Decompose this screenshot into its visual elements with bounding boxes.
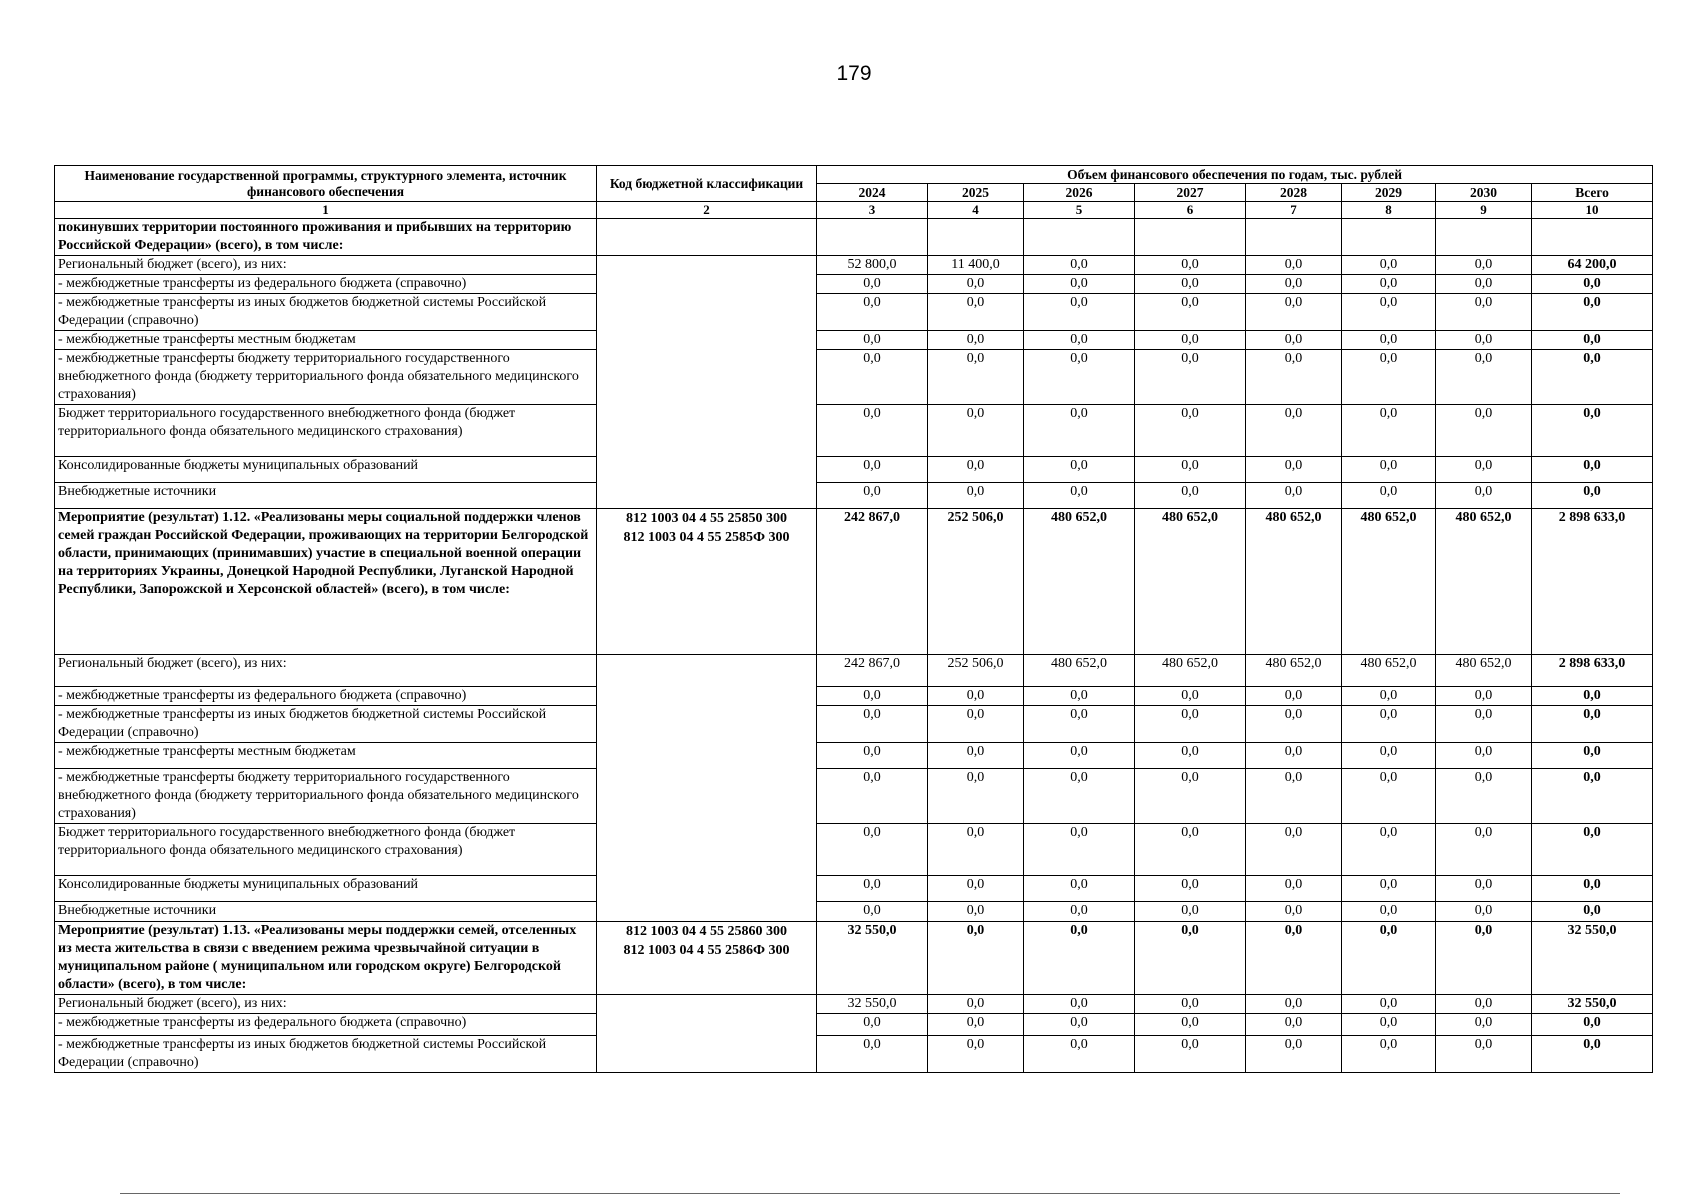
value-cell: 0,0 bbox=[817, 902, 928, 922]
table-row bbox=[55, 1014, 1653, 1036]
header-year: 2030 bbox=[1436, 184, 1532, 202]
value-cell: 0,0 bbox=[1135, 706, 1246, 743]
value-cell: 0,0 bbox=[1342, 256, 1436, 275]
value-cell: 0,0 bbox=[1436, 687, 1532, 706]
total-cell: 0,0 bbox=[1532, 824, 1653, 876]
header-year: 2029 bbox=[1342, 184, 1436, 202]
event-row bbox=[55, 922, 1653, 995]
value-cell: 0,0 bbox=[1024, 483, 1135, 509]
value-cell: 0,0 bbox=[1342, 294, 1436, 331]
event-title: Мероприятие (результат) 1.13. «Реализованы меры поддержки семей, отселенных из места жительства в связи с введением режима чрезвычайной ситуации в муниципальном районе ( муниципальном или городском округе) Белгородской области» (всего), в том числе: bbox=[55, 922, 597, 995]
code-cell-empty bbox=[597, 655, 817, 922]
row-label: Региональный бюджет (всего), из них: bbox=[55, 995, 597, 1014]
table-row bbox=[55, 275, 1653, 294]
value-cell: 52 800,0 bbox=[817, 256, 928, 275]
value-cell: 0,0 bbox=[1024, 457, 1135, 483]
value-cell: 0,0 bbox=[1246, 743, 1342, 769]
table-row bbox=[55, 902, 1653, 922]
page-bottom-rule bbox=[120, 1193, 1620, 1194]
value-cell: 32 550,0 bbox=[817, 995, 928, 1014]
value-cell: 480 652,0 bbox=[1135, 509, 1246, 655]
table-row bbox=[55, 457, 1653, 483]
value-cell: 0,0 bbox=[1024, 769, 1135, 824]
header-year: 2027 bbox=[1135, 184, 1246, 202]
column-number: 7 bbox=[1246, 202, 1342, 219]
header-name: Наименование государственной программы, структурного элемента, источник финансового обеспечения bbox=[55, 166, 597, 202]
value-cell: 0,0 bbox=[1024, 995, 1135, 1014]
value-cell: 0,0 bbox=[928, 995, 1024, 1014]
column-number: 4 bbox=[928, 202, 1024, 219]
value-cell: 0,0 bbox=[1342, 687, 1436, 706]
value-cell-empty bbox=[1532, 219, 1653, 256]
value-cell: 0,0 bbox=[1436, 706, 1532, 743]
value-cell: 0,0 bbox=[1024, 902, 1135, 922]
column-number: 3 bbox=[817, 202, 928, 219]
column-number: 2 bbox=[597, 202, 817, 219]
budget-code: 812 1003 04 4 55 2586Ф 300 bbox=[623, 943, 790, 958]
total-cell: 2 898 633,0 bbox=[1532, 509, 1653, 655]
event-title: Мероприятие (результат) 1.12. «Реализованы меры социальной поддержки членов семей граждан Российской Федерации, проживающих на территории Белгородской области, принимающих (принимавших) участие в специальной военной операции на территориях Украины, Донецкой Народной Республики, Луганской Народной Республики, Запорожской и Херсонской областей» (всего), в том числе: bbox=[55, 509, 597, 655]
value-cell: 252 506,0 bbox=[928, 509, 1024, 655]
financing-table bbox=[54, 165, 1653, 1073]
table-row bbox=[55, 1036, 1653, 1073]
value-cell: 0,0 bbox=[1436, 331, 1532, 350]
row-label: Бюджет территориального государственного внебюджетного фонда (бюджет территориального фонда обязательного медицинского страхования) bbox=[55, 824, 597, 876]
value-cell: 0,0 bbox=[1135, 256, 1246, 275]
header-year: 2025 bbox=[928, 184, 1024, 202]
table-row bbox=[55, 655, 1653, 687]
value-cell: 0,0 bbox=[1135, 331, 1246, 350]
value-cell: 0,0 bbox=[1246, 995, 1342, 1014]
table-row bbox=[55, 743, 1653, 769]
value-cell-empty bbox=[817, 219, 928, 256]
value-cell: 0,0 bbox=[817, 687, 928, 706]
value-cell: 0,0 bbox=[1135, 275, 1246, 294]
value-cell-empty bbox=[1436, 219, 1532, 256]
value-cell: 0,0 bbox=[1024, 743, 1135, 769]
value-cell: 0,0 bbox=[1246, 294, 1342, 331]
value-cell: 0,0 bbox=[1246, 331, 1342, 350]
value-cell: 0,0 bbox=[1342, 743, 1436, 769]
value-cell: 0,0 bbox=[928, 483, 1024, 509]
table-row bbox=[55, 405, 1653, 457]
total-cell: 32 550,0 bbox=[1532, 922, 1653, 995]
code-cell-empty bbox=[597, 995, 817, 1073]
value-cell: 0,0 bbox=[1342, 350, 1436, 405]
total-cell: 0,0 bbox=[1532, 769, 1653, 824]
value-cell: 0,0 bbox=[928, 350, 1024, 405]
budget-code: 812 1003 04 4 55 25860 300 bbox=[626, 924, 787, 939]
value-cell: 0,0 bbox=[1342, 1014, 1436, 1036]
value-cell: 0,0 bbox=[1024, 687, 1135, 706]
event-row bbox=[55, 509, 1653, 655]
value-cell: 0,0 bbox=[817, 483, 928, 509]
row-label: - межбюджетные трансферты бюджету территориального государственного внебюджетного фонда (бюджету территориального фонда обязательного медицинского страхования) bbox=[55, 769, 597, 824]
value-cell: 0,0 bbox=[1436, 275, 1532, 294]
value-cell-empty bbox=[1024, 219, 1135, 256]
value-cell: 0,0 bbox=[817, 1014, 928, 1036]
value-cell: 32 550,0 bbox=[817, 922, 928, 995]
value-cell: 480 652,0 bbox=[1024, 655, 1135, 687]
total-cell: 64 200,0 bbox=[1532, 256, 1653, 275]
value-cell: 0,0 bbox=[1024, 706, 1135, 743]
total-cell: 0,0 bbox=[1532, 902, 1653, 922]
value-cell: 0,0 bbox=[928, 1036, 1024, 1073]
value-cell: 0,0 bbox=[1342, 995, 1436, 1014]
table-row bbox=[55, 294, 1653, 331]
value-cell: 0,0 bbox=[1024, 1014, 1135, 1036]
budget-code-cell bbox=[597, 922, 817, 995]
value-cell: 480 652,0 bbox=[1342, 509, 1436, 655]
financing-table-container bbox=[54, 165, 1652, 1073]
value-cell: 0,0 bbox=[1135, 405, 1246, 457]
code-cell-empty bbox=[597, 256, 817, 509]
row-label: Консолидированные бюджеты муниципальных образований bbox=[55, 457, 597, 483]
row-label: Внебюджетные источники bbox=[55, 902, 597, 922]
value-cell: 0,0 bbox=[928, 706, 1024, 743]
value-cell: 0,0 bbox=[1246, 1014, 1342, 1036]
value-cell: 480 652,0 bbox=[1135, 655, 1246, 687]
value-cell: 0,0 bbox=[1024, 275, 1135, 294]
value-cell: 0,0 bbox=[1246, 706, 1342, 743]
value-cell: 0,0 bbox=[1024, 256, 1135, 275]
table-row bbox=[55, 483, 1653, 509]
total-cell: 0,0 bbox=[1532, 483, 1653, 509]
page-number: 179 bbox=[836, 62, 872, 85]
value-cell: 11 400,0 bbox=[928, 256, 1024, 275]
value-cell: 0,0 bbox=[817, 275, 928, 294]
header-year: 2026 bbox=[1024, 184, 1135, 202]
value-cell: 0,0 bbox=[1135, 350, 1246, 405]
value-cell: 0,0 bbox=[817, 457, 928, 483]
value-cell: 0,0 bbox=[1024, 405, 1135, 457]
value-cell: 0,0 bbox=[1024, 350, 1135, 405]
value-cell: 0,0 bbox=[928, 922, 1024, 995]
total-cell: 0,0 bbox=[1532, 331, 1653, 350]
value-cell: 0,0 bbox=[1342, 331, 1436, 350]
value-cell: 0,0 bbox=[928, 405, 1024, 457]
total-cell: 2 898 633,0 bbox=[1532, 655, 1653, 687]
value-cell: 0,0 bbox=[1246, 350, 1342, 405]
value-cell: 0,0 bbox=[1342, 922, 1436, 995]
header-year: 2024 bbox=[817, 184, 928, 202]
total-cell: 32 550,0 bbox=[1532, 995, 1653, 1014]
continuation-text: покинувших территории постоянного проживания и прибывших на территорию Российской Федерации» (всего), в том числе: bbox=[55, 219, 597, 256]
value-cell: 0,0 bbox=[1342, 1036, 1436, 1073]
value-cell: 0,0 bbox=[1342, 769, 1436, 824]
value-cell: 0,0 bbox=[1135, 743, 1246, 769]
value-cell: 252 506,0 bbox=[928, 655, 1024, 687]
row-label: - межбюджетные трансферты из иных бюджетов бюджетной системы Российской Федерации (справочно) bbox=[55, 1036, 597, 1073]
value-cell: 0,0 bbox=[928, 824, 1024, 876]
row-label: - межбюджетные трансферты местным бюджетам bbox=[55, 331, 597, 350]
value-cell: 0,0 bbox=[1246, 405, 1342, 457]
value-cell: 0,0 bbox=[817, 350, 928, 405]
value-cell: 0,0 bbox=[1436, 256, 1532, 275]
table-row bbox=[55, 350, 1653, 405]
value-cell: 0,0 bbox=[817, 405, 928, 457]
table-row bbox=[55, 876, 1653, 902]
value-cell: 0,0 bbox=[817, 824, 928, 876]
row-label: - межбюджетные трансферты из федерального бюджета (справочно) bbox=[55, 1014, 597, 1036]
value-cell: 0,0 bbox=[1135, 457, 1246, 483]
value-cell: 0,0 bbox=[1135, 1036, 1246, 1073]
value-cell: 0,0 bbox=[1436, 457, 1532, 483]
column-number: 1 bbox=[55, 202, 597, 219]
value-cell: 0,0 bbox=[928, 457, 1024, 483]
value-cell: 0,0 bbox=[928, 294, 1024, 331]
value-cell: 0,0 bbox=[1436, 294, 1532, 331]
value-cell: 0,0 bbox=[1436, 876, 1532, 902]
value-cell: 0,0 bbox=[1436, 902, 1532, 922]
value-cell: 0,0 bbox=[928, 1014, 1024, 1036]
value-cell: 0,0 bbox=[1135, 294, 1246, 331]
value-cell: 0,0 bbox=[1246, 256, 1342, 275]
value-cell: 480 652,0 bbox=[1436, 509, 1532, 655]
value-cell: 0,0 bbox=[1342, 483, 1436, 509]
total-cell: 0,0 bbox=[1532, 1014, 1653, 1036]
value-cell: 0,0 bbox=[1436, 1014, 1532, 1036]
value-cell: 0,0 bbox=[1246, 1036, 1342, 1073]
value-cell: 0,0 bbox=[1436, 1036, 1532, 1073]
row-label: Внебюджетные источники bbox=[55, 483, 597, 509]
value-cell: 0,0 bbox=[1342, 706, 1436, 743]
value-cell-empty bbox=[928, 219, 1024, 256]
total-cell: 0,0 bbox=[1532, 275, 1653, 294]
value-cell: 0,0 bbox=[928, 743, 1024, 769]
row-label: - межбюджетные трансферты из иных бюджетов бюджетной системы Российской Федерации (справочно) bbox=[55, 294, 597, 331]
value-cell: 0,0 bbox=[817, 876, 928, 902]
value-cell: 0,0 bbox=[1135, 1014, 1246, 1036]
value-cell: 0,0 bbox=[1436, 743, 1532, 769]
value-cell: 0,0 bbox=[928, 687, 1024, 706]
value-cell: 0,0 bbox=[928, 331, 1024, 350]
value-cell: 0,0 bbox=[1342, 457, 1436, 483]
total-cell: 0,0 bbox=[1532, 687, 1653, 706]
code-cell-empty bbox=[597, 219, 817, 256]
total-cell: 0,0 bbox=[1532, 405, 1653, 457]
value-cell: 0,0 bbox=[1024, 331, 1135, 350]
value-cell: 0,0 bbox=[1135, 876, 1246, 902]
value-cell: 0,0 bbox=[1024, 922, 1135, 995]
value-cell-empty bbox=[1342, 219, 1436, 256]
value-cell: 0,0 bbox=[1436, 769, 1532, 824]
value-cell: 0,0 bbox=[1246, 769, 1342, 824]
value-cell: 480 652,0 bbox=[1246, 509, 1342, 655]
row-label: Региональный бюджет (всего), из них: bbox=[55, 256, 597, 275]
header-year: 2028 bbox=[1246, 184, 1342, 202]
row-label: - межбюджетные трансферты из федерального бюджета (справочно) bbox=[55, 275, 597, 294]
value-cell: 0,0 bbox=[1436, 995, 1532, 1014]
total-cell: 0,0 bbox=[1532, 350, 1653, 405]
table-row bbox=[55, 769, 1653, 824]
value-cell: 0,0 bbox=[1342, 876, 1436, 902]
value-cell: 242 867,0 bbox=[817, 509, 928, 655]
row-label: - межбюджетные трансферты из федерального бюджета (справочно) bbox=[55, 687, 597, 706]
total-cell: 0,0 bbox=[1532, 294, 1653, 331]
value-cell: 0,0 bbox=[1135, 922, 1246, 995]
value-cell: 0,0 bbox=[1246, 483, 1342, 509]
value-cell-empty bbox=[1135, 219, 1246, 256]
value-cell: 0,0 bbox=[1024, 1036, 1135, 1073]
table-row bbox=[55, 256, 1653, 275]
value-cell: 0,0 bbox=[1342, 902, 1436, 922]
column-number: 6 bbox=[1135, 202, 1246, 219]
row-label: - межбюджетные трансферты из иных бюджетов бюджетной системы Российской Федерации (справочно) bbox=[55, 706, 597, 743]
value-cell: 242 867,0 bbox=[817, 655, 928, 687]
value-cell: 0,0 bbox=[928, 902, 1024, 922]
value-cell: 0,0 bbox=[1436, 922, 1532, 995]
value-cell: 0,0 bbox=[928, 876, 1024, 902]
column-number: 8 bbox=[1342, 202, 1436, 219]
row-label: Консолидированные бюджеты муниципальных образований bbox=[55, 876, 597, 902]
value-cell: 0,0 bbox=[817, 294, 928, 331]
row-label: - межбюджетные трансферты местным бюджетам bbox=[55, 743, 597, 769]
value-cell-empty bbox=[1246, 219, 1342, 256]
value-cell: 0,0 bbox=[1436, 350, 1532, 405]
value-cell: 480 652,0 bbox=[1246, 655, 1342, 687]
value-cell: 0,0 bbox=[1246, 876, 1342, 902]
value-cell: 0,0 bbox=[1024, 294, 1135, 331]
table-row bbox=[55, 331, 1653, 350]
value-cell: 0,0 bbox=[1436, 483, 1532, 509]
value-cell: 0,0 bbox=[928, 769, 1024, 824]
budget-code: 812 1003 04 4 55 2585Ф 300 bbox=[623, 530, 790, 545]
value-cell: 0,0 bbox=[1135, 687, 1246, 706]
value-cell: 0,0 bbox=[1246, 922, 1342, 995]
total-cell: 0,0 bbox=[1532, 876, 1653, 902]
value-cell: 0,0 bbox=[817, 331, 928, 350]
value-cell: 0,0 bbox=[1436, 824, 1532, 876]
value-cell: 0,0 bbox=[1135, 483, 1246, 509]
table-row bbox=[55, 995, 1653, 1014]
value-cell: 480 652,0 bbox=[1024, 509, 1135, 655]
total-cell: 0,0 bbox=[1532, 1036, 1653, 1073]
value-cell: 0,0 bbox=[817, 706, 928, 743]
row-label: - межбюджетные трансферты бюджету территориального государственного внебюджетного фонда (бюджету территориального фонда обязательного медицинского страхования) bbox=[55, 350, 597, 405]
value-cell: 480 652,0 bbox=[1342, 655, 1436, 687]
total-cell: 0,0 bbox=[1532, 457, 1653, 483]
row-label: Региональный бюджет (всего), из них: bbox=[55, 655, 597, 687]
value-cell: 0,0 bbox=[817, 1036, 928, 1073]
total-cell: 0,0 bbox=[1532, 706, 1653, 743]
total-cell: 0,0 bbox=[1532, 743, 1653, 769]
value-cell: 0,0 bbox=[1246, 457, 1342, 483]
header-volume: Объем финансового обеспечения по годам, тыс. рублей bbox=[817, 166, 1653, 184]
value-cell: 0,0 bbox=[1135, 824, 1246, 876]
table-row bbox=[55, 706, 1653, 743]
row-label: Бюджет территориального государственного внебюджетного фонда (бюджет территориального фонда обязательного медицинского страхования) bbox=[55, 405, 597, 457]
table-row bbox=[55, 219, 1653, 256]
header-year: Всего bbox=[1532, 184, 1653, 202]
value-cell: 480 652,0 bbox=[1436, 655, 1532, 687]
value-cell: 0,0 bbox=[1246, 824, 1342, 876]
table-row bbox=[55, 824, 1653, 876]
value-cell: 0,0 bbox=[1135, 769, 1246, 824]
column-number: 5 bbox=[1024, 202, 1135, 219]
value-cell: 0,0 bbox=[1342, 405, 1436, 457]
budget-code: 812 1003 04 4 55 25850 300 bbox=[626, 511, 787, 526]
value-cell: 0,0 bbox=[1246, 275, 1342, 294]
column-number: 10 bbox=[1532, 202, 1653, 219]
value-cell: 0,0 bbox=[1024, 876, 1135, 902]
value-cell: 0,0 bbox=[817, 769, 928, 824]
budget-code-cell bbox=[597, 509, 817, 655]
value-cell: 0,0 bbox=[817, 743, 928, 769]
value-cell: 0,0 bbox=[1024, 824, 1135, 876]
header-code: Код бюджетной классификации bbox=[597, 166, 817, 202]
value-cell: 0,0 bbox=[1135, 902, 1246, 922]
value-cell: 0,0 bbox=[1246, 687, 1342, 706]
value-cell: 0,0 bbox=[928, 275, 1024, 294]
table-row bbox=[55, 687, 1653, 706]
value-cell: 0,0 bbox=[1342, 824, 1436, 876]
value-cell: 0,0 bbox=[1135, 995, 1246, 1014]
column-number: 9 bbox=[1436, 202, 1532, 219]
value-cell: 0,0 bbox=[1246, 902, 1342, 922]
value-cell: 0,0 bbox=[1436, 405, 1532, 457]
value-cell: 0,0 bbox=[1342, 275, 1436, 294]
